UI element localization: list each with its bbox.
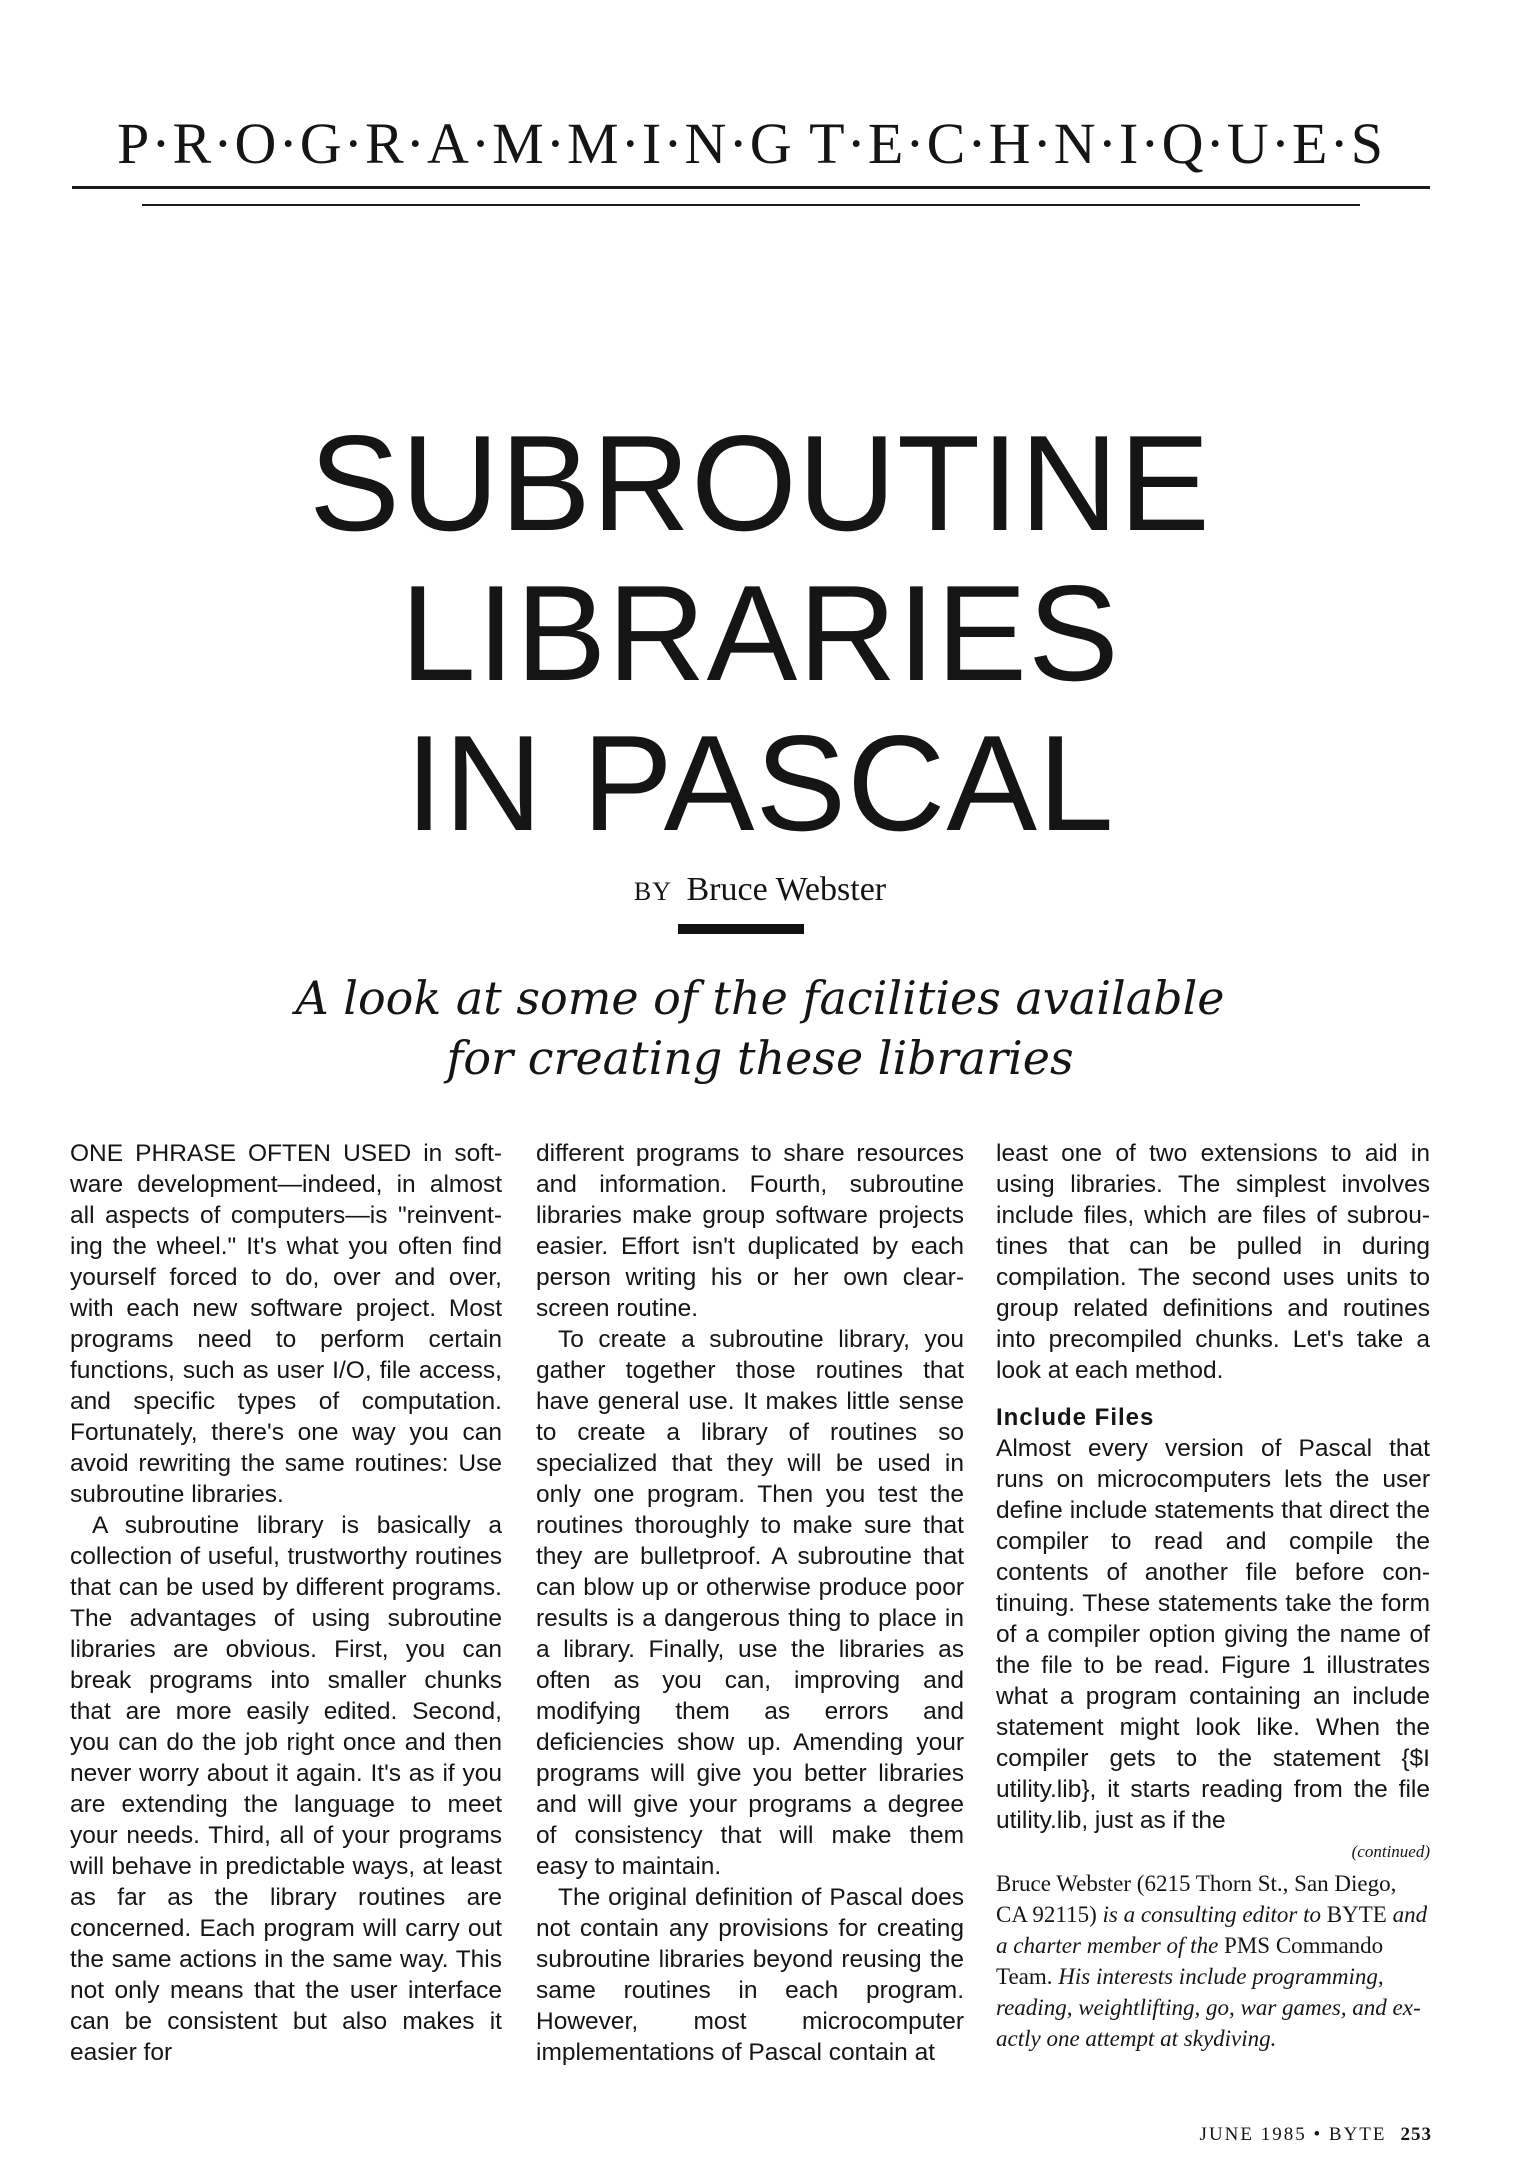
bio-text: His interests include programming, reading, weightlifting, go, war games, and exactly one attempt at skydiving. <box>996 1964 1421 2051</box>
paragraph: To create a subroutine library, you gather together those routines that have general use. It makes little sense to create a library of routines so specialized that they will be used in only one program. Then you test the routines thoroughly to make sure that they are bulletproof. A subroutine that can blow up or otherwise produce poor results is a dangerous thing to place in a library. Finally, use the libraries as often as you can, improving and modifying them as errors and deficiencies show up. Amending your programs will give you better libraries and will give your programs a degree of consistency that will make them easy to maintain. <box>536 1326 964 1880</box>
title-line-2: LIBRARIES <box>400 557 1120 709</box>
byline-prefix: BY <box>633 877 672 906</box>
paragraph: ONE PHRASE OFTEN USED in software development—indeed, in almost all aspects of computers—is "reinventing the wheel." It's what you often find yourself forced to do, over and over, with each new software project. Most programs need to perform certain functions, such as user I/O, file access, and specific types of computation. Fortunately, there's one way you can avoid rewriting the same routines: Use subroutine libraries. <box>70 1140 502 1508</box>
bio-team: PMS Commando Team. <box>996 1933 1384 1989</box>
bio-text: and a charter member of the <box>996 1902 1428 1958</box>
paragraph: least one of two extensions to aid in using libraries. The simplest involves include files, which are files of subroutines that can be pulled in during compilation. The second uses units to group related definitions and routines into precompiled chunks. Let's take a look at each method. <box>996 1140 1430 1384</box>
header-rule-thick <box>72 186 1430 189</box>
page-footer <box>1200 2124 1432 2146</box>
body-column-1 <box>70 1138 502 2068</box>
byline-bar <box>678 924 804 934</box>
paragraph: different programs to share resources and information. Fourth, subroutine libraries make group software projects easier. Effort isn't duplicated by each person writing his or her own clear-screen routine. <box>536 1140 964 1322</box>
bio-name-address: Bruce Webster (6215 Thorn St., San Diego, CA 92115) <box>996 1871 1397 1927</box>
section-header: P·R·O·G·R·A·M·M·I·N·G T·E·C·H·N·I·Q·U·E·S <box>116 111 1386 176</box>
issue-label: JUNE 1985 • BYTE <box>1199 2124 1387 2145</box>
author-bio <box>996 1868 1430 2054</box>
page-number: 253 <box>1400 2124 1432 2145</box>
deck-line-1: A look at some of the facilities available <box>295 971 1225 1025</box>
header-rule-thin <box>142 204 1360 206</box>
body-column-3 <box>996 1138 1430 2054</box>
bio-magazine: BYTE <box>1326 1902 1387 1927</box>
paragraph: A subroutine library is basically a collection of useful, trustworthy routines that can be used by different programs. The advantages of using subroutine libraries are obvious. First, you can break programs into smaller chunks that are more easily edited. Second, you can do the job right once and then never worry about it again. It's as if you are extending the language to meet your needs. Third, all of your programs will behave in predictable ways, at least as far as the library routines are concerned. Each program will carry out the same actions in the same way. This not only means that the user interface can be consistent but also makes it easier for <box>70 1512 502 2066</box>
article-deck <box>0 968 1520 1088</box>
bio-text: is a consulting editor to <box>1096 1902 1327 1927</box>
deck-line-2: for creating these libraries <box>446 1031 1074 1085</box>
body-column-2 <box>536 1138 964 2068</box>
paragraph: Almost every version of Pascal that runs on microcomputers lets the user define include statements that direct the compiler to read and compile the contents of another file before continuing. These statements take the form of a compiler option giving the name of the file to be read. Figure 1 illustrates what a program containing an include statement might look like. When the compiler gets to the statement {$I utility.lib}, it starts reading from the file utility.lib, just as if the <box>996 1435 1430 1834</box>
subhead-include-files: Include Files <box>996 1404 1155 1431</box>
byline <box>0 868 1520 914</box>
continued-note: (continued) <box>1351 1842 1430 1861</box>
paragraph: The original definition of Pascal does not contain any provisions for creating subroutine libraries beyond reusing the same routines in each program. However, most microcomputer implementations of Pascal contain at <box>536 1884 964 2066</box>
author-name: Bruce Webster <box>686 871 887 908</box>
title-line-1: SUBROUTINE <box>309 407 1211 559</box>
title-line-3: IN PASCAL <box>405 707 1115 859</box>
article-title <box>0 408 1520 858</box>
